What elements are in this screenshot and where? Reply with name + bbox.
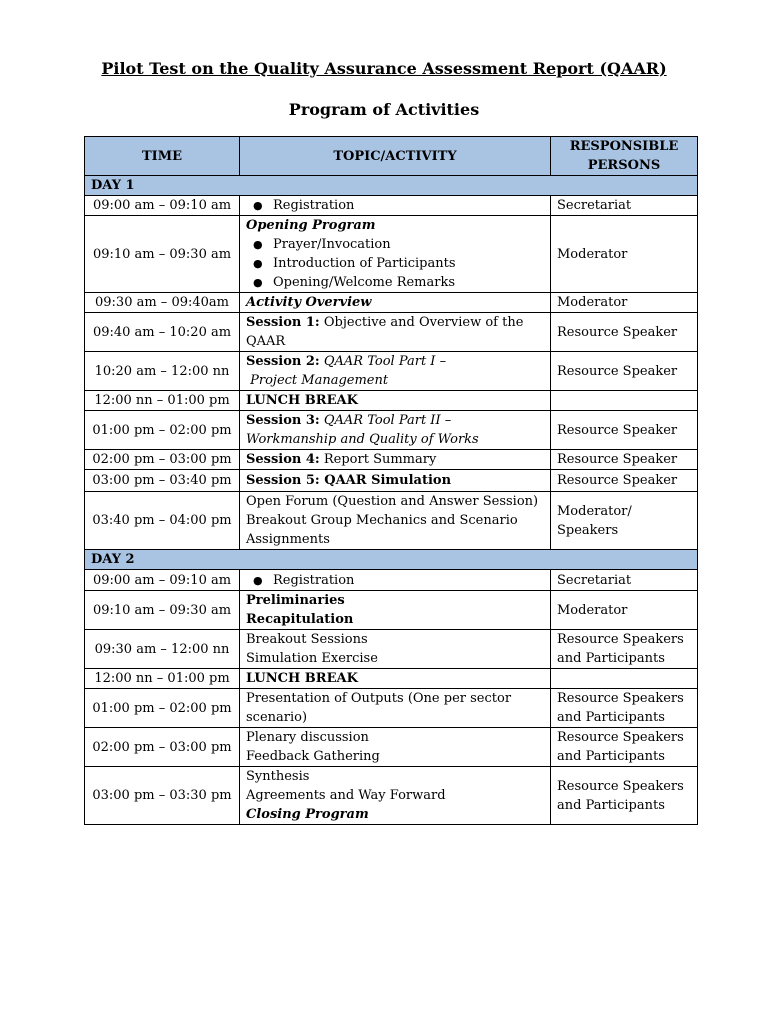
table-row <box>85 728 698 767</box>
responsible-cell: Moderator <box>551 216 698 293</box>
responsible-cell: Resource Speaker <box>551 450 698 470</box>
header-time: TIME <box>85 137 240 176</box>
table-row <box>85 313 698 352</box>
day-row <box>85 176 698 196</box>
responsible-cell: Resource Speakers and Participants <box>551 689 698 728</box>
topic-cell: Session 1: Objective and Overview of the QAAR <box>240 313 551 352</box>
time-cell: 09:30 am – 09:40am <box>85 293 240 313</box>
table-row <box>85 470 698 492</box>
table-row <box>85 570 698 591</box>
responsible-cell: Moderator <box>551 591 698 630</box>
topic-cell: Open Forum (Question and Answer Session) Breakout Group Mechanics and Scenario Assignments <box>240 492 551 550</box>
bullet-icon: ● <box>253 573 263 587</box>
responsible-cell <box>551 391 698 411</box>
responsible-cell: Resource Speaker <box>551 352 698 391</box>
topic-cell: Plenary discussion Feedback Gathering <box>240 728 551 767</box>
table-row <box>85 669 698 689</box>
responsible-cell: Resource Speaker <box>551 470 698 492</box>
topic-cell: Breakout Sessions Simulation Exercise <box>240 630 551 669</box>
table-row <box>85 450 698 470</box>
responsible-cell: Resource Speakers and Participants <box>551 728 698 767</box>
table-row <box>85 492 698 550</box>
table-row <box>85 591 698 630</box>
table-row <box>85 216 698 293</box>
time-cell: 09:00 am – 09:10 am <box>85 196 240 216</box>
topic-cell: Opening Program ● Prayer/Invocation ● Introduction of Participants ● Opening/Welcome Remarks <box>240 216 551 293</box>
bullet-icon: ● <box>253 257 263 270</box>
responsible-cell: Resource Speakers and Participants <box>551 630 698 669</box>
responsible-cell: Secretariat <box>551 570 698 591</box>
document-subtitle: Program of Activities <box>288 100 480 119</box>
topic-cell: Session 5: QAAR Simulation <box>240 470 551 492</box>
responsible-cell: Resource Speakers and Participants <box>551 767 698 825</box>
table-row <box>85 196 698 216</box>
header-responsible: RESPONSIBLE PERSONS <box>551 137 698 176</box>
topic-cell: Session 3: QAAR Tool Part II – Workmanship and Quality of Works <box>240 411 551 450</box>
bullet-icon: ● <box>253 276 263 289</box>
table-row <box>85 767 698 825</box>
header-topic: TOPIC/ACTIVITY <box>240 137 551 176</box>
day-label: DAY 2 <box>85 550 698 570</box>
topic-cell: LUNCH BREAK <box>240 669 551 689</box>
table-row <box>85 411 698 450</box>
time-cell: 12:00 nn – 01:00 pm <box>85 669 240 689</box>
day-label: DAY 1 <box>85 176 698 196</box>
program-table <box>84 136 698 825</box>
table-row <box>85 630 698 669</box>
time-cell: 03:00 pm – 03:30 pm <box>85 767 240 825</box>
time-cell: 01:00 pm – 02:00 pm <box>85 411 240 450</box>
document-title: Pilot Test on the Quality Assurance Assessment Report (QAAR) <box>101 59 667 78</box>
time-cell: 02:00 pm – 03:00 pm <box>85 728 240 767</box>
responsible-cell: Secretariat <box>551 196 698 216</box>
time-cell: 03:40 pm – 04:00 pm <box>85 492 240 550</box>
responsible-cell: Resource Speaker <box>551 411 698 450</box>
table-row <box>85 689 698 728</box>
table-row <box>85 293 698 313</box>
time-cell: 09:30 am – 12:00 nn <box>85 630 240 669</box>
responsible-cell <box>551 669 698 689</box>
time-cell: 12:00 nn – 01:00 pm <box>85 391 240 411</box>
responsible-cell: Moderator/ Speakers <box>551 492 698 550</box>
topic-cell: Session 2: QAAR Tool Part I – Project Management <box>240 352 551 391</box>
time-cell: 03:00 pm – 03:40 pm <box>85 470 240 492</box>
table-row <box>85 391 698 411</box>
time-cell: 10:20 am – 12:00 nn <box>85 352 240 391</box>
time-cell: 09:00 am – 09:10 am <box>85 570 240 591</box>
topic-cell: ● Registration <box>240 196 551 216</box>
responsible-cell: Resource Speaker <box>551 313 698 352</box>
topic-cell: Preliminaries Recapitulation <box>240 591 551 630</box>
time-cell: 09:40 am – 10:20 am <box>85 313 240 352</box>
day-row <box>85 550 698 570</box>
topic-cell: LUNCH BREAK <box>240 391 551 411</box>
bullet-icon: ● <box>253 199 263 212</box>
topic-cell: ● Registration <box>240 570 551 591</box>
time-cell: 01:00 pm – 02:00 pm <box>85 689 240 728</box>
time-cell: 02:00 pm – 03:00 pm <box>85 450 240 470</box>
table-row <box>85 352 698 391</box>
bullet-icon: ● <box>253 238 263 251</box>
time-cell: 09:10 am – 09:30 am <box>85 591 240 630</box>
responsible-cell: Moderator <box>551 293 698 313</box>
time-cell: 09:10 am – 09:30 am <box>85 216 240 293</box>
topic-cell: Activity Overview <box>240 293 551 313</box>
header-row <box>85 137 698 176</box>
topic-cell: Presentation of Outputs (One per sector scenario) <box>240 689 551 728</box>
topic-cell: Synthesis Agreements and Way Forward Closing Program <box>240 767 551 825</box>
topic-cell: Session 4: Report Summary <box>240 450 551 470</box>
